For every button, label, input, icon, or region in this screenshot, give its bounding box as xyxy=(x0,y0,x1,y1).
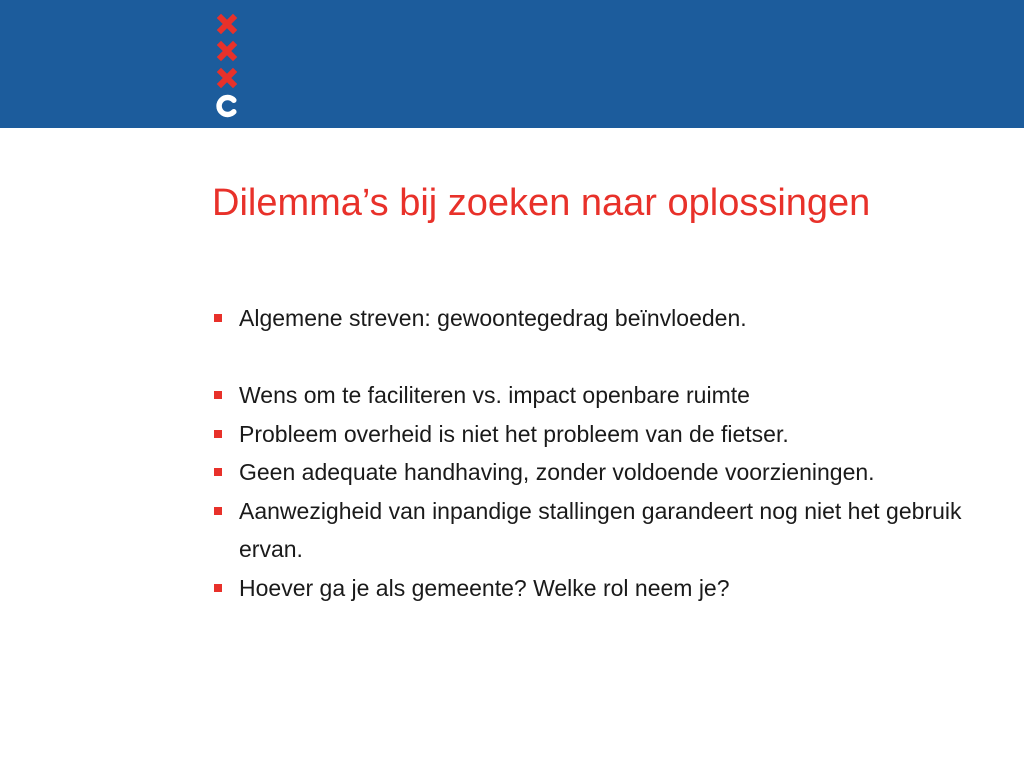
bullet-text: Probleem overheid is niet het probleem van de fietser. xyxy=(239,420,789,447)
square-bullet-icon xyxy=(214,584,222,592)
square-bullet-icon xyxy=(214,314,222,322)
bullet-text: Hoever ga je als gemeente? Welke rol neem je? xyxy=(239,574,730,601)
c-mark-icon xyxy=(219,97,234,114)
square-bullet-icon xyxy=(214,468,222,476)
square-bullet-icon xyxy=(214,507,222,515)
square-bullet-icon xyxy=(214,391,222,399)
bullet-item xyxy=(214,453,974,492)
bullet-list xyxy=(214,299,974,607)
bullet-text: Wens om te faciliteren vs. impact openbare ruimte xyxy=(239,382,750,408)
bullet-text: Algemene streven: gewoontegedrag beïnvloeden. xyxy=(239,305,747,331)
bullet-text: Geen adequate handhaving, zonder voldoende voorzieningen. xyxy=(239,459,875,485)
bullet-item xyxy=(214,376,974,415)
bullet-item xyxy=(214,299,974,338)
bullet-item xyxy=(214,569,974,608)
header-band xyxy=(0,0,1024,128)
bullet-text: Aanwezigheid van inpandige stallingen garandeert nog niet het gebruik ervan. xyxy=(239,497,962,562)
bullet-item xyxy=(214,415,974,454)
bullet-item xyxy=(214,492,974,569)
square-bullet-icon xyxy=(214,430,222,438)
slide-title: Dilemma’s bij zoeken naar oplossingen xyxy=(212,182,871,224)
amsterdam-logo-icon xyxy=(212,10,242,122)
